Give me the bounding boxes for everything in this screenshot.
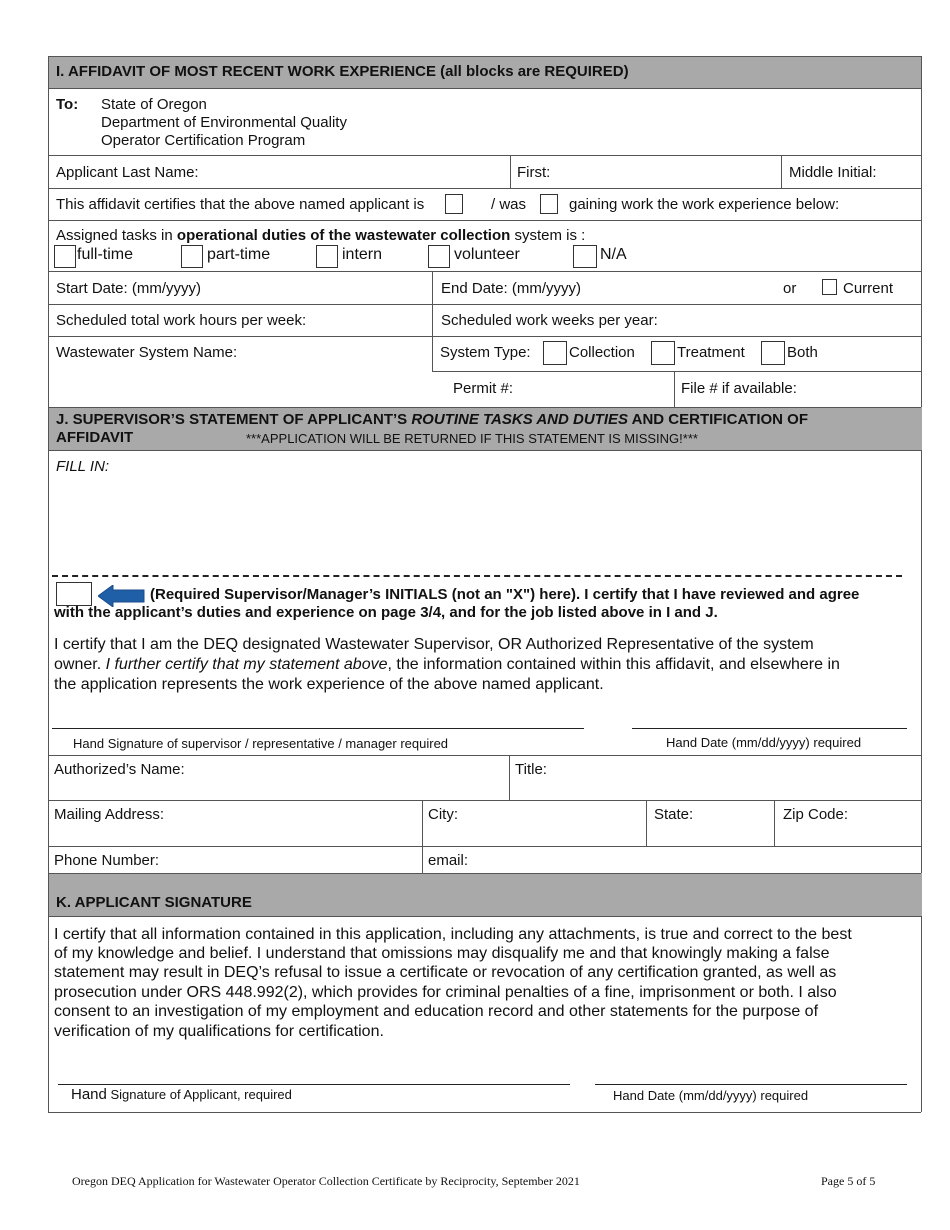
volunteer-checkbox[interactable] (428, 245, 450, 268)
current-label: Current (843, 280, 894, 297)
initials-statement-line2: with the applicant’s duties and experience on page 3/4, and for the job listed above in I and J. (54, 604, 718, 621)
system-name-label: Wastewater System Name: (56, 344, 238, 361)
rule (674, 371, 675, 407)
was-checkbox[interactable] (540, 194, 558, 214)
both-checkbox[interactable] (761, 341, 785, 365)
rule (48, 188, 921, 189)
assigned-pre: Assigned tasks in (56, 227, 177, 244)
zip-code-label: Zip Code: (783, 806, 849, 823)
city-label: City: (428, 806, 458, 823)
to-line-2: Department of Environmental Quality (101, 114, 347, 131)
assigned-tasks-text (56, 227, 585, 245)
footer-title: Oregon DEQ Application for Wastewater Operator Collection Certificate by Reciprocity, September 2021 (72, 1174, 580, 1188)
rule (48, 155, 921, 156)
supervisor-signature-label: Hand Signature of supervisor / representative / manager required (73, 736, 449, 751)
rule (774, 800, 775, 846)
section-j-header-affidavit: AFFIDAVIT (56, 429, 134, 446)
assigned-bold: operational duties of the wastewater collection (176, 227, 511, 244)
na-label: N/A (600, 246, 627, 263)
section-j-header-italic: ROUTINE TASKS AND DUTIES (411, 411, 629, 428)
full-time-checkbox[interactable] (54, 245, 76, 268)
rule (48, 407, 921, 408)
section-j-header-post: AND CERTIFICATION OF (628, 411, 809, 428)
part-time-label: part-time (207, 246, 271, 263)
state-label: State: (654, 806, 694, 823)
phone-number-label: Phone Number: (54, 852, 160, 869)
section-j-header-pre: J. SUPERVISOR’S STATEMENT OF APPLICANT’S (56, 411, 412, 428)
rule (48, 450, 921, 451)
part-time-checkbox[interactable] (181, 245, 203, 268)
border-right (921, 56, 922, 1112)
treatment-label: Treatment (677, 344, 745, 361)
to-line-3: Operator Certification Program (101, 132, 306, 149)
applicant-certify-line4: prosecution under ORS 448.992(2), which provides for criminal penalties of a fine, imprisonment or both. I also (54, 984, 837, 1001)
applicant-signature-line[interactable] (58, 1084, 570, 1085)
na-checkbox[interactable] (573, 245, 597, 268)
was-text: / was (491, 196, 527, 213)
rule (48, 304, 921, 305)
fill-in-label: FILL IN: (56, 458, 110, 475)
rule (422, 800, 423, 873)
rule (781, 155, 782, 188)
assigned-post: system is : (510, 227, 586, 244)
supervisor-initials-box[interactable] (56, 582, 92, 606)
collection-checkbox[interactable] (543, 341, 567, 365)
current-checkbox[interactable] (822, 279, 837, 295)
collection-label: Collection (569, 344, 635, 361)
permit-label: Permit #: (453, 380, 514, 397)
applicant-certify-line2: of my knowledge and belief. I understand that omissions may disqualify me and that knowingly making a false (54, 945, 830, 962)
start-date-label: Start Date: (mm/yyyy) (56, 280, 202, 297)
certify-line1: I certify that I am the DEQ designated Wastewater Supervisor, OR Authorized Representative of the system (54, 636, 814, 653)
volunteer-label: volunteer (454, 246, 520, 263)
section-j-warning: ***APPLICATION WILL BE RETURNED IF THIS STATEMENT IS MISSING!*** (246, 431, 698, 446)
certify-line2-pre: owner. (54, 656, 106, 673)
supervisor-signature-line[interactable] (52, 728, 584, 729)
rule (510, 155, 511, 188)
rule (48, 846, 921, 847)
initials-statement-line1: (Required Supervisor/Manager’s INITIALS (not an "X") here). I certify that I have reviewed and agree (150, 586, 860, 603)
hours-per-week-label: Scheduled total work hours per week: (56, 312, 307, 329)
footer-page-number: Page 5 of 5 (821, 1174, 876, 1188)
supervisor-date-label: Hand Date (mm/dd/yyyy) required (666, 735, 862, 750)
applicant-signature-label (71, 1086, 292, 1104)
rule (48, 56, 921, 57)
applicant-certify-line1: I certify that all information contained in this application, including any attachments, is true and correct to the best (54, 926, 852, 943)
applicant-certify-line3: statement may result in DEQ’s refusal to issue a certificate or revocation of any certification granted, as well as (54, 964, 837, 981)
weeks-per-year-label: Scheduled work weeks per year: (441, 312, 658, 329)
rule (48, 336, 921, 337)
applicant-signature-rest: Signature of Applicant, required (106, 1087, 292, 1102)
supervisor-date-line[interactable] (632, 728, 907, 729)
border-left (48, 56, 49, 1112)
title-label: Title: (515, 761, 547, 778)
intern-checkbox[interactable] (316, 245, 338, 268)
both-label: Both (787, 344, 818, 361)
fill-in-area[interactable] (50, 478, 918, 570)
end-date-label: End Date: (mm/yyyy) (441, 280, 582, 297)
intern-label: intern (342, 246, 383, 263)
rule (48, 800, 921, 801)
section-i-header: I. AFFIDAVIT OF MOST RECENT WORK EXPERIENCE (all blocks are REQUIRED) (56, 63, 629, 80)
system-type-label: System Type: (440, 344, 531, 361)
treatment-checkbox[interactable] (651, 341, 675, 365)
is-checkbox[interactable] (445, 194, 463, 214)
email-label: email: (428, 852, 469, 869)
certify-line3: the application represents the work experience of the above named applicant. (54, 676, 604, 693)
rule (646, 800, 647, 846)
rule (48, 916, 921, 917)
file-number-label: File # if available: (681, 380, 797, 397)
rule (432, 371, 921, 372)
to-line-1: State of Oregon (101, 96, 207, 113)
applicant-signature-hand: Hand (71, 1086, 107, 1103)
or-text: or (783, 280, 797, 297)
dashed-separator (52, 575, 902, 577)
mailing-address-label: Mailing Address: (54, 806, 165, 823)
rule (48, 220, 921, 221)
first-name-label: First: (517, 164, 551, 181)
full-time-label: full-time (77, 246, 134, 263)
rule (48, 88, 921, 89)
applicant-date-label: Hand Date (mm/dd/yyyy) required (613, 1088, 809, 1103)
to-label: To: (56, 96, 79, 113)
rule (509, 755, 510, 800)
certify-line2-post: , the information contained within this affidavit, and elsewhere in (387, 656, 840, 673)
applicant-certify-line6: verification of my qualifications for certification. (54, 1023, 384, 1040)
rule (48, 1112, 921, 1113)
authorized-name-label: Authorized’s Name: (54, 761, 185, 778)
certify-line2-italic: I further certify that my statement above (105, 656, 388, 673)
applicant-date-line[interactable] (595, 1084, 907, 1085)
gaining-text: gaining work the work experience below: (569, 196, 840, 213)
certifies-text: This affidavit certifies that the above named applicant is (56, 196, 425, 213)
rule (48, 755, 921, 756)
section-j-header-line1 (56, 411, 808, 429)
rule (432, 271, 433, 371)
middle-initial-label: Middle Initial: (789, 164, 877, 181)
certify-line2 (54, 655, 840, 675)
rule (48, 271, 921, 272)
applicant-last-name-label: Applicant Last Name: (56, 164, 199, 181)
rule (48, 873, 921, 874)
section-k-header: K. APPLICANT SIGNATURE (56, 894, 252, 911)
applicant-certify-line5: consent to an investigation of my employment and education record and other statements for the purpose of (54, 1003, 819, 1020)
